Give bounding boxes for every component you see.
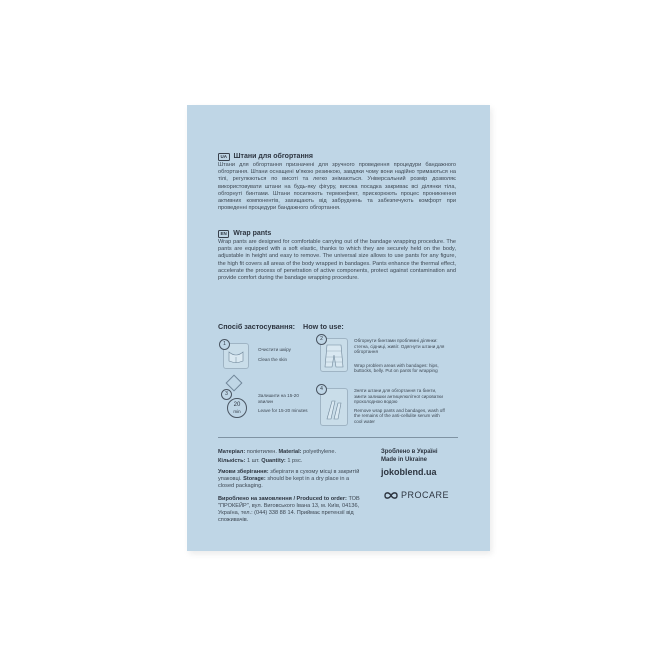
- quantity-en: 1 psc.: [287, 458, 303, 464]
- clock-icon: [227, 398, 247, 418]
- step-number: 3: [221, 389, 232, 400]
- step-number: 2: [316, 334, 327, 345]
- storage-en: should be kept in a dry place in a closed packaging.: [218, 476, 350, 489]
- quantity-label: Кількість:: [218, 458, 246, 464]
- step-1: [223, 343, 291, 369]
- made-in: [381, 449, 438, 464]
- material-line: [218, 449, 378, 456]
- step-3-en: Leave for 15-20 minutes: [258, 408, 308, 414]
- en-section: [218, 230, 456, 282]
- howto-title-en: How to use:: [303, 322, 344, 331]
- step-number: 4: [316, 384, 327, 395]
- step-4: [320, 388, 446, 426]
- howto-title: [218, 322, 350, 331]
- producer-text: ТОВ "ПРОКЕЙР", вул. Виговського Івана 13, м. Київ, 04136, Україна, тел.: (044) 338 88 14. Приймає претензії від споживачів.: [218, 496, 360, 523]
- clock-value: 20: [233, 402, 241, 408]
- storage-ua: зберігати в сухому місці в закритій упаковці.: [218, 469, 360, 482]
- en-badge: EN: [218, 230, 229, 238]
- step-3: [223, 392, 310, 416]
- legs-icon: [321, 389, 347, 425]
- material-ua: поліетилен.: [246, 449, 277, 455]
- ua-heading: [218, 153, 456, 161]
- infinity-icon: [384, 491, 398, 500]
- ua-text: Штани для обгортання призначені для зручного проведення процедури бандажного обгортання. Штани оснащені м'якою резинкою, завдяки чому вони надійно тримаються на тілі, регулюються по висоті та легко знімаються. Універсальний розмір дозволяє використовувати штани на будь-яку фігуру, висока посадка закриває всі ділянки тіла, обгорнуті бинтами. Штани посилюють термоефект, прискорюють процес проникнення активних компонентів, захищають від забруднень та забезпечують комфорт при проведенні процедури бандажного обгортання.: [218, 162, 456, 212]
- en-text: Wrap pants are designed for comfortable carrying out of the bandage wrapping procedure. The pants are equipped with a soft elastic, thanks to which they are securely held on the body, adjustable in height and easy to remove. The universal size allows to use pants for any figure, the high fit covers all areas of the body wrapped in bandages. Pants enhance the thermal effect, accelerate the process of penetration of active components, protect against contamination and provide comfort during the bandage wrapping procedure.: [218, 239, 456, 282]
- storage-label: Умови зберігання:: [218, 469, 269, 475]
- timer-illustration: [223, 392, 247, 416]
- en-title: Wrap pants: [233, 230, 272, 238]
- clock-unit: min: [233, 409, 241, 414]
- wrap-illustration: [320, 338, 348, 372]
- ua-section: [218, 153, 456, 212]
- step-2-ua: Обгорнути бинтами проблемні ділянки: стегна, сідниці, живіт. Одягнути штани для обгортання: [354, 338, 445, 355]
- made-in-ua: Зроблено в Україні: [381, 449, 438, 455]
- quantity-line: [218, 458, 378, 465]
- ua-badge: UA: [218, 153, 230, 161]
- material-en: polyethylene.: [303, 449, 337, 455]
- step-3-ua: Залишити на 15-20 хвилин: [258, 393, 299, 404]
- quantity-en-label: Quantity:: [261, 458, 286, 464]
- producer-line: [218, 496, 368, 524]
- step-1-ua: Очистити шкіру: [258, 347, 291, 352]
- storage-line: [218, 469, 363, 490]
- divider: [218, 437, 458, 438]
- producer-label: Вироблено на замовлення / Produced to order:: [218, 496, 347, 502]
- website-url: jokoblend.ua: [381, 467, 437, 477]
- ua-title: Штани для обгортання: [233, 153, 313, 161]
- brand-name: PROCARE: [401, 490, 450, 500]
- howto-title-ua: Спосіб застосування:: [218, 322, 296, 331]
- en-heading: [218, 230, 456, 238]
- procare-logo: [384, 490, 449, 500]
- step-2-en: Wrap problem areas with bandages: hips, buttocks, belly. Put on pants for wrapping: [354, 362, 439, 374]
- step-4-ua: Зняти штани для обгортання та бинти, змити залишки антицелюлітної сироватки прохолодною водою: [354, 388, 443, 405]
- removal-illustration: [320, 388, 348, 426]
- skin-cleaning-illustration: [223, 343, 249, 369]
- step-1-en: Clean the skin: [258, 356, 288, 362]
- storage-en-label: Storage:: [243, 476, 266, 482]
- made-in-en: Made in Ukraine: [381, 456, 428, 463]
- step-2: [320, 338, 446, 374]
- quantity-ua: 1 шт.: [247, 458, 260, 464]
- material-label: Матеріал:: [218, 449, 246, 455]
- step-4-en: Remove wrap pants and bandages, wash off the remains of the anti-cellulite serum with cool water: [354, 407, 445, 424]
- step-number: 1: [219, 339, 230, 350]
- material-en-label: Material:: [278, 449, 302, 455]
